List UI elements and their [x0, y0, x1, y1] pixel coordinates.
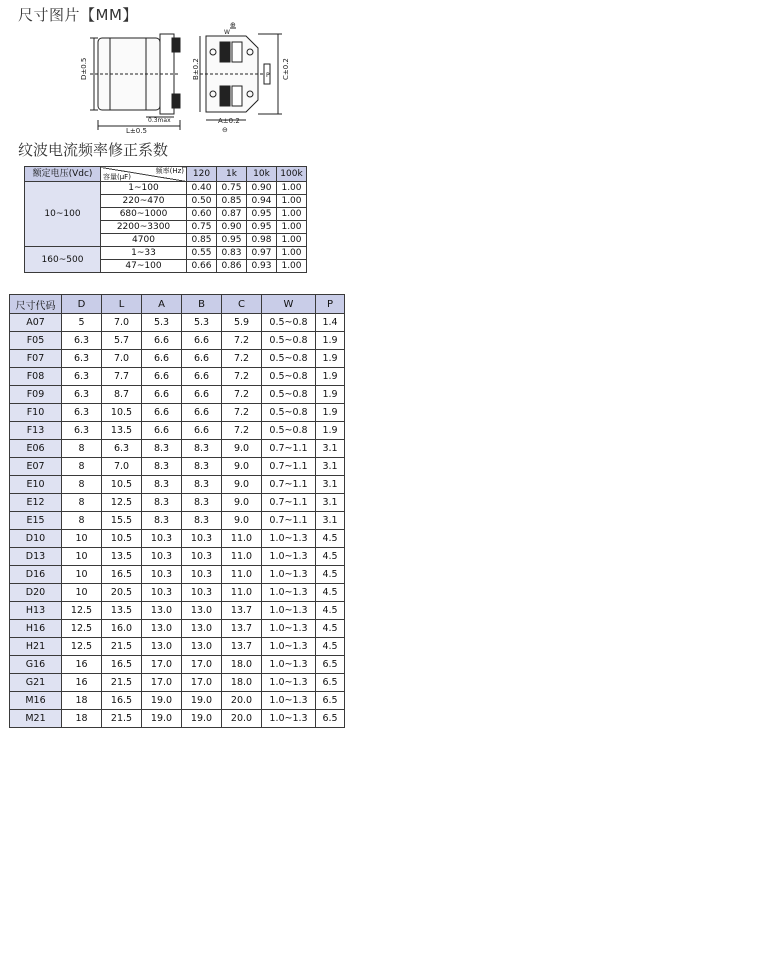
size-value-cell: 11.0 — [222, 548, 262, 566]
size-value-cell: 5.9 — [222, 314, 262, 332]
size-value-cell: 0.7~1.1 — [262, 440, 316, 458]
size-value-cell: 13.5 — [102, 602, 142, 620]
size-value-cell: 6.6 — [142, 386, 182, 404]
b-label: B±0.2 — [192, 58, 200, 80]
coefficient-cell: 0.83 — [217, 247, 247, 260]
coefficient-cell: 0.50 — [187, 195, 217, 208]
size-column-header: D — [62, 295, 102, 314]
table-row — [10, 314, 345, 332]
coefficient-cell: 0.90 — [247, 182, 277, 195]
size-code-cell: E07 — [10, 458, 62, 476]
size-value-cell: 3.1 — [316, 494, 345, 512]
coefficient-cell: 0.40 — [187, 182, 217, 195]
size-value-cell: 1.0~1.3 — [262, 710, 316, 728]
size-code-cell: E06 — [10, 440, 62, 458]
size-value-cell: 18.0 — [222, 674, 262, 692]
size-value-cell: 0.5~0.8 — [262, 350, 316, 368]
size-value-cell: 6.5 — [316, 692, 345, 710]
size-code-cell: F08 — [10, 368, 62, 386]
size-value-cell: 5 — [62, 314, 102, 332]
freq-label: 频率(Hz) — [155, 167, 184, 175]
size-value-cell: 13.0 — [142, 602, 182, 620]
size-value-cell: 9.0 — [222, 494, 262, 512]
freq-cap-header — [101, 167, 187, 182]
size-value-cell: 1.0~1.3 — [262, 620, 316, 638]
size-value-cell: 8.3 — [142, 458, 182, 476]
table-row — [10, 530, 345, 548]
coefficient-cell: 0.95 — [247, 208, 277, 221]
size-value-cell: 8 — [62, 440, 102, 458]
size-value-cell: 0.7~1.1 — [262, 458, 316, 476]
size-value-cell: 8.3 — [182, 512, 222, 530]
size-value-cell: 0.5~0.8 — [262, 404, 316, 422]
size-code-cell: E12 — [10, 494, 62, 512]
table-row — [10, 350, 345, 368]
size-code-cell: F09 — [10, 386, 62, 404]
size-value-cell: 1.9 — [316, 404, 345, 422]
size-value-cell: 0.7~1.1 — [262, 494, 316, 512]
freq-header: 100k — [277, 167, 307, 182]
size-code-cell: D16 — [10, 566, 62, 584]
size-value-cell: 1.0~1.3 — [262, 692, 316, 710]
size-value-cell: 1.9 — [316, 368, 345, 386]
size-value-cell: 8 — [62, 494, 102, 512]
size-value-cell: 4.5 — [316, 602, 345, 620]
size-value-cell: 3.1 — [316, 512, 345, 530]
table-row — [10, 692, 345, 710]
size-value-cell: 9.0 — [222, 458, 262, 476]
size-value-cell: 6.5 — [316, 710, 345, 728]
size-value-cell: 20.0 — [222, 710, 262, 728]
size-value-cell: 13.7 — [222, 602, 262, 620]
size-value-cell: 11.0 — [222, 566, 262, 584]
size-value-cell: 19.0 — [142, 692, 182, 710]
coefficient-cell: 1.00 — [277, 247, 307, 260]
coefficient-cell: 0.75 — [187, 221, 217, 234]
size-value-cell: 10.5 — [102, 476, 142, 494]
max-label: 0.3max — [148, 117, 171, 124]
size-value-cell: 10.3 — [142, 566, 182, 584]
coefficient-cell: 1.00 — [277, 221, 307, 234]
size-column-header: B — [182, 295, 222, 314]
size-value-cell: 10.3 — [142, 530, 182, 548]
size-value-cell: 1.0~1.3 — [262, 656, 316, 674]
coefficient-cell: 0.85 — [187, 234, 217, 247]
size-value-cell: 12.5 — [62, 620, 102, 638]
size-value-cell: 4.5 — [316, 548, 345, 566]
size-value-cell: 13.0 — [182, 638, 222, 656]
size-value-cell: 6.3 — [62, 386, 102, 404]
size-value-cell: 9.0 — [222, 440, 262, 458]
size-value-cell: 19.0 — [182, 692, 222, 710]
size-value-cell: 0.7~1.1 — [262, 476, 316, 494]
size-value-cell: 3.1 — [316, 440, 345, 458]
table-row — [10, 440, 345, 458]
table-row — [10, 512, 345, 530]
size-value-cell: 9.0 — [222, 476, 262, 494]
size-value-cell: 21.5 — [102, 674, 142, 692]
table-row — [10, 422, 345, 440]
table-row — [10, 476, 345, 494]
table-row — [10, 566, 345, 584]
table-row — [10, 332, 345, 350]
coefficient-cell: 0.60 — [187, 208, 217, 221]
size-value-cell: 13.5 — [102, 548, 142, 566]
voltage-cell: 160~500 — [25, 247, 101, 273]
size-value-cell: 0.7~1.1 — [262, 512, 316, 530]
size-value-cell: 7.2 — [222, 350, 262, 368]
size-value-cell: 8.3 — [182, 440, 222, 458]
size-value-cell: 6.3 — [62, 404, 102, 422]
size-value-cell: 16 — [62, 674, 102, 692]
size-value-cell: 0.5~0.8 — [262, 386, 316, 404]
size-value-cell: 1.9 — [316, 422, 345, 440]
size-value-cell: 10.5 — [102, 404, 142, 422]
size-column-header: P — [316, 295, 345, 314]
size-value-cell: 13.0 — [182, 602, 222, 620]
size-value-cell: 4.5 — [316, 530, 345, 548]
size-value-cell: 6.6 — [142, 332, 182, 350]
size-value-cell: 10.3 — [182, 566, 222, 584]
coefficient-cell: 1.00 — [277, 208, 307, 221]
table-row — [10, 638, 345, 656]
size-table — [9, 294, 345, 728]
size-value-cell: 18.0 — [222, 656, 262, 674]
size-value-cell: 16.5 — [102, 692, 142, 710]
size-value-cell: 8.3 — [182, 458, 222, 476]
d-label: D±0.5 — [80, 57, 88, 80]
table-row — [10, 548, 345, 566]
size-value-cell: 4.5 — [316, 584, 345, 602]
size-value-cell: 13.7 — [222, 620, 262, 638]
size-value-cell: 12.5 — [62, 602, 102, 620]
capacitance-cell: 1~100 — [101, 182, 187, 195]
w-label: W — [224, 29, 230, 36]
size-value-cell: 19.0 — [142, 710, 182, 728]
size-value-cell: 7.2 — [222, 404, 262, 422]
size-value-cell: 7.2 — [222, 332, 262, 350]
coefficient-cell: 0.87 — [217, 208, 247, 221]
size-value-cell: 16 — [62, 656, 102, 674]
ripple-row — [25, 182, 307, 195]
size-value-cell: 20.0 — [222, 692, 262, 710]
table-row — [10, 674, 345, 692]
size-code-cell: H13 — [10, 602, 62, 620]
capacitance-cell: 220~470 — [101, 195, 187, 208]
size-value-cell: 0.5~0.8 — [262, 332, 316, 350]
coefficient-cell: 0.95 — [217, 234, 247, 247]
size-value-cell: 7.7 — [102, 368, 142, 386]
size-code-cell: F05 — [10, 332, 62, 350]
coefficient-cell: 0.93 — [247, 260, 277, 273]
size-value-cell: 1.9 — [316, 386, 345, 404]
p-label: P — [266, 72, 270, 79]
size-code-cell: M16 — [10, 692, 62, 710]
size-value-cell: 10.3 — [182, 548, 222, 566]
size-value-cell: 17.0 — [182, 656, 222, 674]
size-value-cell: 7.2 — [222, 422, 262, 440]
size-value-cell: 6.6 — [142, 422, 182, 440]
size-code-cell: G21 — [10, 674, 62, 692]
capacitance-cell: 47~100 — [101, 260, 187, 273]
size-value-cell: 4.5 — [316, 620, 345, 638]
size-value-cell: 6.6 — [142, 368, 182, 386]
size-value-cell: 15.5 — [102, 512, 142, 530]
size-value-cell: 6.3 — [62, 368, 102, 386]
size-value-cell: 6.6 — [182, 386, 222, 404]
coefficient-cell: 1.00 — [277, 234, 307, 247]
size-code-cell: M21 — [10, 710, 62, 728]
freq-header: 10k — [247, 167, 277, 182]
size-value-cell: 6.5 — [316, 656, 345, 674]
size-value-cell: 10.3 — [182, 584, 222, 602]
coefficient-cell: 0.66 — [187, 260, 217, 273]
size-code-cell: F07 — [10, 350, 62, 368]
size-value-cell: 0.5~0.8 — [262, 422, 316, 440]
size-code-cell: D13 — [10, 548, 62, 566]
size-value-cell: 13.0 — [142, 638, 182, 656]
size-value-cell: 9.0 — [222, 512, 262, 530]
size-column-header: W — [262, 295, 316, 314]
coefficient-cell: 1.00 — [277, 195, 307, 208]
size-value-cell: 1.0~1.3 — [262, 530, 316, 548]
size-value-cell: 5.3 — [142, 314, 182, 332]
size-value-cell: 10 — [62, 584, 102, 602]
size-value-cell: 11.0 — [222, 530, 262, 548]
table-row — [10, 368, 345, 386]
coefficient-cell: 0.90 — [217, 221, 247, 234]
size-value-cell: 8.3 — [142, 440, 182, 458]
size-value-cell: 10.5 — [102, 530, 142, 548]
size-value-cell: 6.3 — [62, 350, 102, 368]
size-value-cell: 7.2 — [222, 368, 262, 386]
size-value-cell: 3.1 — [316, 458, 345, 476]
table-row — [10, 584, 345, 602]
ripple-table — [24, 166, 307, 273]
size-value-cell: 19.0 — [182, 710, 222, 728]
capacitance-cell: 4700 — [101, 234, 187, 247]
size-code-cell: E10 — [10, 476, 62, 494]
size-value-cell: 7.0 — [102, 350, 142, 368]
size-value-cell: 10 — [62, 566, 102, 584]
ripple-title: 纹波电流频率修正系数 — [18, 141, 169, 159]
size-value-cell: 6.3 — [102, 440, 142, 458]
table-row — [10, 386, 345, 404]
size-value-cell: 8 — [62, 476, 102, 494]
voltage-header: 额定电压(Vdc) — [25, 167, 101, 182]
table-row — [10, 404, 345, 422]
coefficient-cell: 0.98 — [247, 234, 277, 247]
size-value-cell: 18 — [62, 710, 102, 728]
size-value-cell: 20.5 — [102, 584, 142, 602]
size-value-cell: 0.5~0.8 — [262, 314, 316, 332]
size-value-cell: 1.9 — [316, 332, 345, 350]
size-value-cell: 12.5 — [62, 638, 102, 656]
size-value-cell: 8.3 — [182, 476, 222, 494]
capacitance-cell: 680~1000 — [101, 208, 187, 221]
size-code-cell: D10 — [10, 530, 62, 548]
size-value-cell: 16.0 — [102, 620, 142, 638]
ripple-row — [25, 247, 307, 260]
size-value-cell: 1.0~1.3 — [262, 674, 316, 692]
size-value-cell: 1.0~1.3 — [262, 584, 316, 602]
size-value-cell: 13.7 — [222, 638, 262, 656]
page-title: 尺寸图片【MM】 — [18, 6, 138, 24]
size-column-header: A — [142, 295, 182, 314]
size-value-cell: 17.0 — [142, 674, 182, 692]
size-value-cell: 21.5 — [102, 638, 142, 656]
size-value-cell: 6.6 — [142, 350, 182, 368]
size-value-cell: 1.0~1.3 — [262, 548, 316, 566]
voltage-cell: 10~100 — [25, 182, 101, 247]
table-row — [10, 620, 345, 638]
size-value-cell: 6.6 — [182, 350, 222, 368]
size-value-cell: 8.7 — [102, 386, 142, 404]
size-code-cell: F10 — [10, 404, 62, 422]
size-value-cell: 5.7 — [102, 332, 142, 350]
capacitance-cell: 2200~3300 — [101, 221, 187, 234]
size-value-cell: 6.6 — [182, 404, 222, 422]
size-column-header: 尺寸代码 — [10, 295, 62, 314]
size-value-cell: 7.0 — [102, 314, 142, 332]
table-row — [10, 710, 345, 728]
size-value-cell: 6.6 — [182, 422, 222, 440]
size-value-cell: 13.5 — [102, 422, 142, 440]
size-value-cell: 5.3 — [182, 314, 222, 332]
size-value-cell: 11.0 — [222, 584, 262, 602]
coefficient-cell: 1.00 — [277, 182, 307, 195]
size-value-cell: 4.5 — [316, 566, 345, 584]
size-value-cell: 16.5 — [102, 566, 142, 584]
size-value-cell: 1.0~1.3 — [262, 638, 316, 656]
coefficient-cell: 0.97 — [247, 247, 277, 260]
size-value-cell: 6.3 — [62, 332, 102, 350]
size-value-cell: 18 — [62, 692, 102, 710]
size-value-cell: 10.3 — [142, 584, 182, 602]
size-code-cell: E15 — [10, 512, 62, 530]
size-value-cell: 8.3 — [182, 494, 222, 512]
size-value-cell: 6.5 — [316, 674, 345, 692]
coefficient-cell: 0.86 — [217, 260, 247, 273]
size-value-cell: 1.0~1.3 — [262, 602, 316, 620]
size-value-cell: 13.0 — [182, 620, 222, 638]
size-value-cell: 13.0 — [142, 620, 182, 638]
table-row — [10, 494, 345, 512]
coefficient-cell: 1.00 — [277, 260, 307, 273]
a-label: A±0.2 — [218, 117, 240, 125]
table-row — [10, 458, 345, 476]
size-value-cell: 6.3 — [62, 422, 102, 440]
coefficient-cell: 0.55 — [187, 247, 217, 260]
size-value-cell: 21.5 — [102, 710, 142, 728]
table-row — [10, 602, 345, 620]
freq-header: 120 — [187, 167, 217, 182]
coefficient-cell: 0.94 — [247, 195, 277, 208]
size-code-cell: H16 — [10, 620, 62, 638]
size-value-cell: 10.3 — [142, 548, 182, 566]
size-code-cell: G16 — [10, 656, 62, 674]
cap-label: 容量(μF) — [103, 173, 131, 181]
size-value-cell: 0.5~0.8 — [262, 368, 316, 386]
size-value-cell: 10 — [62, 530, 102, 548]
size-code-cell: A07 — [10, 314, 62, 332]
minus-mark: ⊖ — [222, 126, 228, 134]
size-value-cell: 3.1 — [316, 476, 345, 494]
size-value-cell: 1.9 — [316, 350, 345, 368]
dimension-drawing — [80, 22, 300, 134]
size-value-cell: 8 — [62, 512, 102, 530]
size-value-cell: 8 — [62, 458, 102, 476]
size-value-cell: 6.6 — [142, 404, 182, 422]
size-value-cell: 8.3 — [142, 512, 182, 530]
size-value-cell: 7.0 — [102, 458, 142, 476]
c-label: C±0.2 — [282, 58, 290, 80]
size-code-cell: D20 — [10, 584, 62, 602]
size-value-cell: 10 — [62, 548, 102, 566]
capacitance-cell: 1~33 — [101, 247, 187, 260]
size-value-cell: 12.5 — [102, 494, 142, 512]
size-value-cell: 8.3 — [142, 494, 182, 512]
size-code-cell: H21 — [10, 638, 62, 656]
size-code-cell: F13 — [10, 422, 62, 440]
coefficient-cell: 0.95 — [247, 221, 277, 234]
size-column-header: C — [222, 295, 262, 314]
size-value-cell: 17.0 — [182, 674, 222, 692]
size-value-cell: 6.6 — [182, 368, 222, 386]
coefficient-cell: 0.75 — [217, 182, 247, 195]
size-column-header: L — [102, 295, 142, 314]
coefficient-cell: 0.85 — [217, 195, 247, 208]
size-value-cell: 7.2 — [222, 386, 262, 404]
size-value-cell: 16.5 — [102, 656, 142, 674]
size-value-cell: 17.0 — [142, 656, 182, 674]
plus-mark: ⊕ — [230, 22, 236, 29]
size-value-cell: 10.3 — [182, 530, 222, 548]
size-value-cell: 1.0~1.3 — [262, 566, 316, 584]
l-label: L±0.5 — [126, 127, 147, 134]
size-value-cell: 4.5 — [316, 638, 345, 656]
size-value-cell: 1.4 — [316, 314, 345, 332]
freq-header: 1k — [217, 167, 247, 182]
size-value-cell: 6.6 — [182, 332, 222, 350]
table-row — [10, 656, 345, 674]
size-value-cell: 8.3 — [142, 476, 182, 494]
